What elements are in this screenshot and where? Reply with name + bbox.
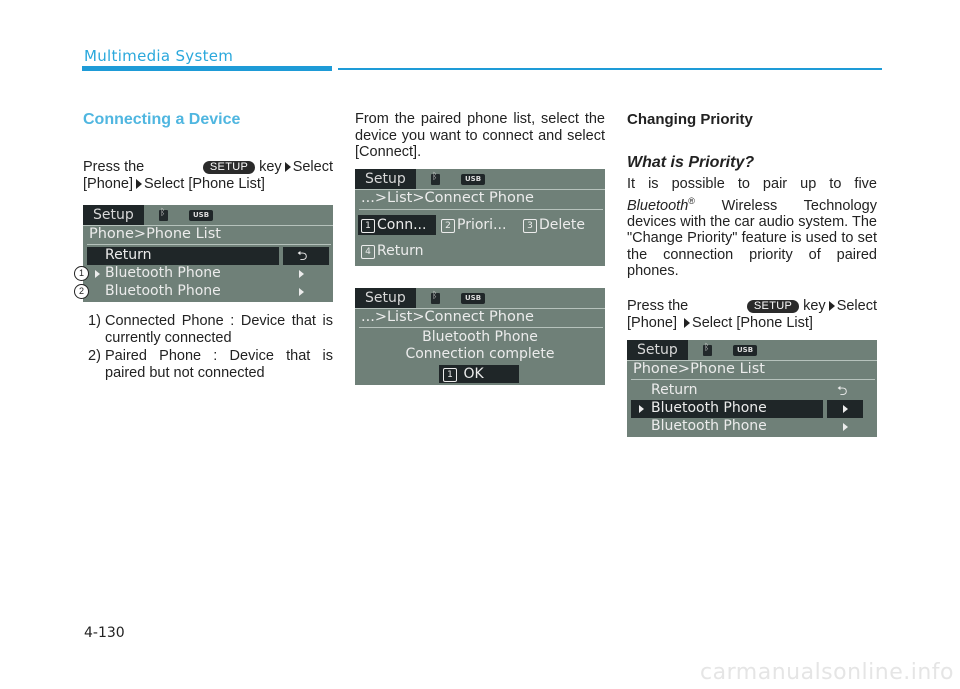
setup-key-badge: SETUP — [747, 300, 799, 313]
return-label: Return — [377, 243, 424, 259]
number-badge: 1 — [443, 368, 457, 382]
list-item — [88, 348, 333, 381]
priority-label: Priori... — [457, 217, 507, 233]
priority-line-1: It is possible to pair up to five — [627, 176, 877, 192]
connecting-device-heading: Connecting a Device — [83, 111, 241, 128]
path-divider — [87, 244, 331, 245]
ok-label: OK — [463, 366, 484, 382]
connect-label: Conn... — [377, 217, 427, 233]
bluetooth-icon — [703, 345, 712, 356]
usb-badge: USB — [733, 345, 757, 356]
arrow-right-icon — [136, 179, 142, 189]
breadcrumb-path: ...>List>Connect Phone — [361, 309, 534, 325]
header-bar-thick — [82, 66, 332, 71]
section-header-title: Multimedia System — [84, 47, 234, 65]
return-item[interactable]: Return — [651, 382, 698, 398]
breadcrumb-path: Phone>Phone List — [89, 226, 221, 242]
right-instruction — [627, 298, 877, 331]
registered-mark: ® — [688, 195, 695, 206]
what-is-priority-subheading: What is Priority? — [627, 154, 755, 171]
select-phone-list-text: Select [Phone List] — [692, 314, 813, 331]
left-instruction — [83, 159, 333, 192]
watermark: carmanualsonline.info — [700, 660, 954, 685]
middle-paragraph: From the paired phone list, select the device you want to connect and select [Connect]. — [355, 111, 605, 160]
bluetooth-icon — [431, 174, 440, 185]
bluetooth-phone-label: Bluetooth Phone — [422, 329, 538, 345]
select-text: Select — [836, 298, 877, 314]
path-divider — [359, 327, 603, 328]
setup-tab: Setup — [83, 205, 144, 225]
setup-tab: Setup — [627, 340, 688, 360]
breadcrumb-path: Phone>Phone List — [633, 361, 765, 377]
back-arrow-icon[interactable]: ⮌ — [837, 384, 848, 399]
connected-indicator-icon — [639, 405, 644, 413]
bluetooth-icon — [159, 210, 168, 221]
arrow-right-icon — [684, 318, 690, 328]
list-item-number: 1) — [88, 313, 101, 329]
number-badge: 4 — [361, 245, 375, 259]
header-bar-thin — [338, 68, 882, 70]
bluetooth-phone-item-1[interactable]: Bluetooth Phone — [105, 265, 221, 281]
usb-badge: USB — [461, 293, 485, 304]
bluetooth-icon — [431, 293, 440, 304]
setup-tab: Setup — [355, 169, 416, 189]
usb-badge: USB — [461, 174, 485, 185]
key-text: key — [803, 298, 826, 314]
phone-menu-text: [Phone] — [83, 175, 133, 192]
number-badge: 3 — [523, 219, 537, 233]
arrow-right-icon — [285, 162, 291, 172]
connected-indicator-icon — [95, 270, 100, 278]
list-item — [88, 313, 333, 346]
path-divider — [631, 379, 875, 380]
key-text: key — [259, 159, 282, 175]
usb-badge: USB — [189, 210, 213, 221]
priority-option[interactable] — [441, 217, 506, 234]
screen-phone-list — [83, 205, 333, 302]
screen-phone-list-priority — [627, 340, 877, 437]
ok-button-content[interactable] — [443, 366, 484, 383]
delete-option[interactable] — [523, 217, 585, 234]
phone-menu-text: [Phone] — [627, 314, 677, 331]
connection-complete-message: Connection complete — [405, 346, 555, 362]
callout-2: 2 — [74, 284, 89, 299]
list-item-text: Paired Phone : Device that is paired but not connected — [105, 348, 333, 381]
return-item[interactable]: Return — [105, 247, 152, 263]
number-badge: 1 — [361, 219, 375, 233]
select-text: Select — [292, 159, 333, 175]
setup-tab: Setup — [355, 288, 416, 308]
return-option[interactable] — [361, 243, 423, 260]
back-arrow-icon[interactable]: ⮌ — [297, 249, 308, 264]
connect-option[interactable] — [361, 217, 426, 234]
screen-connect-phone — [355, 169, 605, 266]
priority-paragraph — [627, 176, 877, 280]
list-item-text: Connected Phone : Device that is currently connected — [105, 313, 333, 346]
setup-key-badge: SETUP — [203, 161, 255, 174]
screen-connection-complete — [355, 288, 605, 385]
bluetooth-phone-item-2[interactable]: Bluetooth Phone — [105, 283, 221, 299]
select-phone-list-text: Select [Phone List] — [144, 175, 265, 192]
arrow-right-icon — [829, 301, 835, 311]
list-item-number: 2) — [88, 348, 101, 364]
changing-priority-heading: Changing Priority — [627, 111, 753, 128]
press-text: Press the — [83, 159, 145, 175]
delete-label: Delete — [539, 217, 585, 233]
chevron-right-icon — [299, 270, 304, 278]
chevron-right-icon — [843, 423, 848, 431]
bluetooth-phone-item-1[interactable]: Bluetooth Phone — [651, 400, 767, 416]
priority-line-rest: Wireless Technology devices with the car audio system. The "Change Priority" feature is used to set the connection priority of paired phones. — [627, 197, 877, 280]
bluetooth-phone-item-2[interactable]: Bluetooth Phone — [651, 418, 767, 434]
callout-1: 1 — [74, 266, 89, 281]
press-text: Press the — [627, 298, 689, 314]
number-badge: 2 — [441, 219, 455, 233]
path-divider — [359, 209, 603, 210]
chevron-right-icon — [843, 405, 848, 413]
page-number: 4-130 — [84, 625, 125, 641]
breadcrumb-path: ...>List>Connect Phone — [361, 190, 534, 206]
bluetooth-brand: Bluetooth — [627, 197, 689, 214]
chevron-right-icon — [299, 288, 304, 296]
